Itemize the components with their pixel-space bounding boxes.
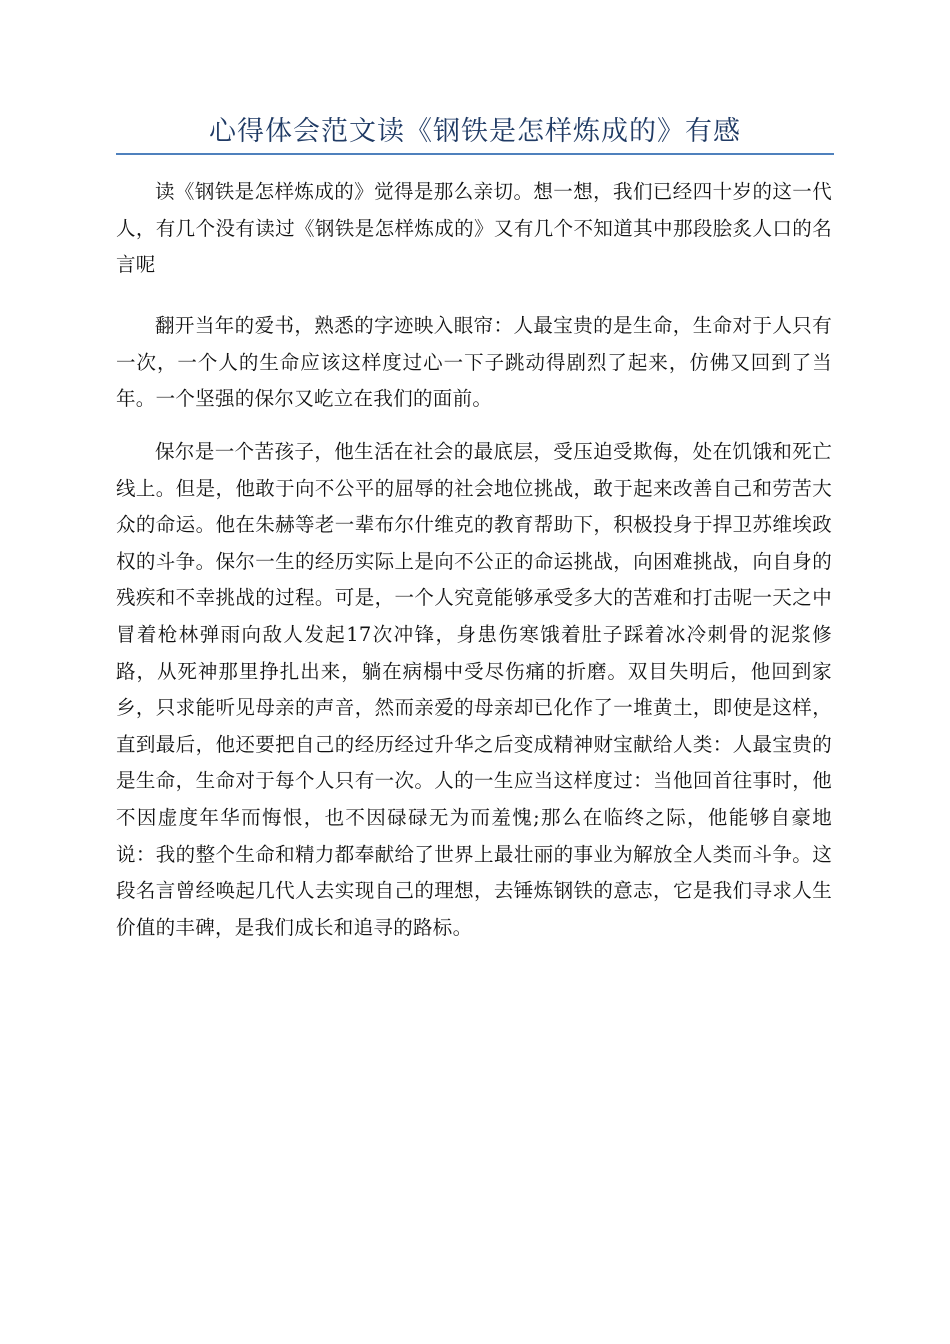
title-underline xyxy=(116,153,834,155)
document-title: 心得体会范文读《钢铁是怎样炼成的》有感 xyxy=(209,116,741,147)
paragraph-1: 读《钢铁是怎样炼成的》觉得是那么亲切。想一想，我们已经四十岁的这一代人，有几个没有读过《钢铁是怎样炼成的》又有几个不知道其中那段脍炙人口的名言呢 xyxy=(116,180,832,277)
paragraph-2: 翻开当年的爱书，熟悉的字迹映入眼帘：人最宝贵的是生命，生命对于人只有一次，一个人的生命应该这样度过心一下子跳动得剧烈了起来，仿佛又回到了当年。一个坚强的保尔又屹立在我们的面前。 xyxy=(116,314,832,411)
paragraph-3: 保尔是一个苦孩子，他生活在社会的最底层，受压迫受欺侮，处在饥饿和死亡线上。但是，他敢于向不公平的屈辱的社会地位挑战，敢于起来改善自己和劳苦大众的命运。他在朱赫等老一辈布尔什维克的教育帮助下，积极投身于捍卫苏维埃政权的斗争。保尔一生的经历实际上是向不公正的命运挑战，向困难挑战，向自身的残疾和不幸挑战的过程。可是，一个人究竟能够承受多大的苦难和打击呢一天之中冒着枪林弹雨向敌人发起17次冲锋，身患伤寒饿着肚子踩着冰冷刺骨的泥浆修路，从死神那里挣扎出来，躺在病榻中受尽伤痛的折磨。双目失明后，他回到家乡，只求能听见母亲的声音，然而亲爱的母亲却已化作了一堆黄土，即使是这样，直到最后，他还要把自己的经历经过升华之后变成精神财宝献给人类：人最宝贵的是生命，生命对于每个人只有一次。人的一生应当这样度过：当他回首往事时，他不因虚度年华而悔恨，也不因碌碌无为而羞愧;那么在临终之际，他能够自豪地说：我的整个生命和精力都奉献给了世界上最壮丽的事业为解放全人类而斗争。这段名言曾经唤起几代人去实现自己的理想，去锤炼钢铁的意志，它是我们寻求人生价值的丰碑，是我们成长和追寻的路标。 xyxy=(116,440,832,939)
